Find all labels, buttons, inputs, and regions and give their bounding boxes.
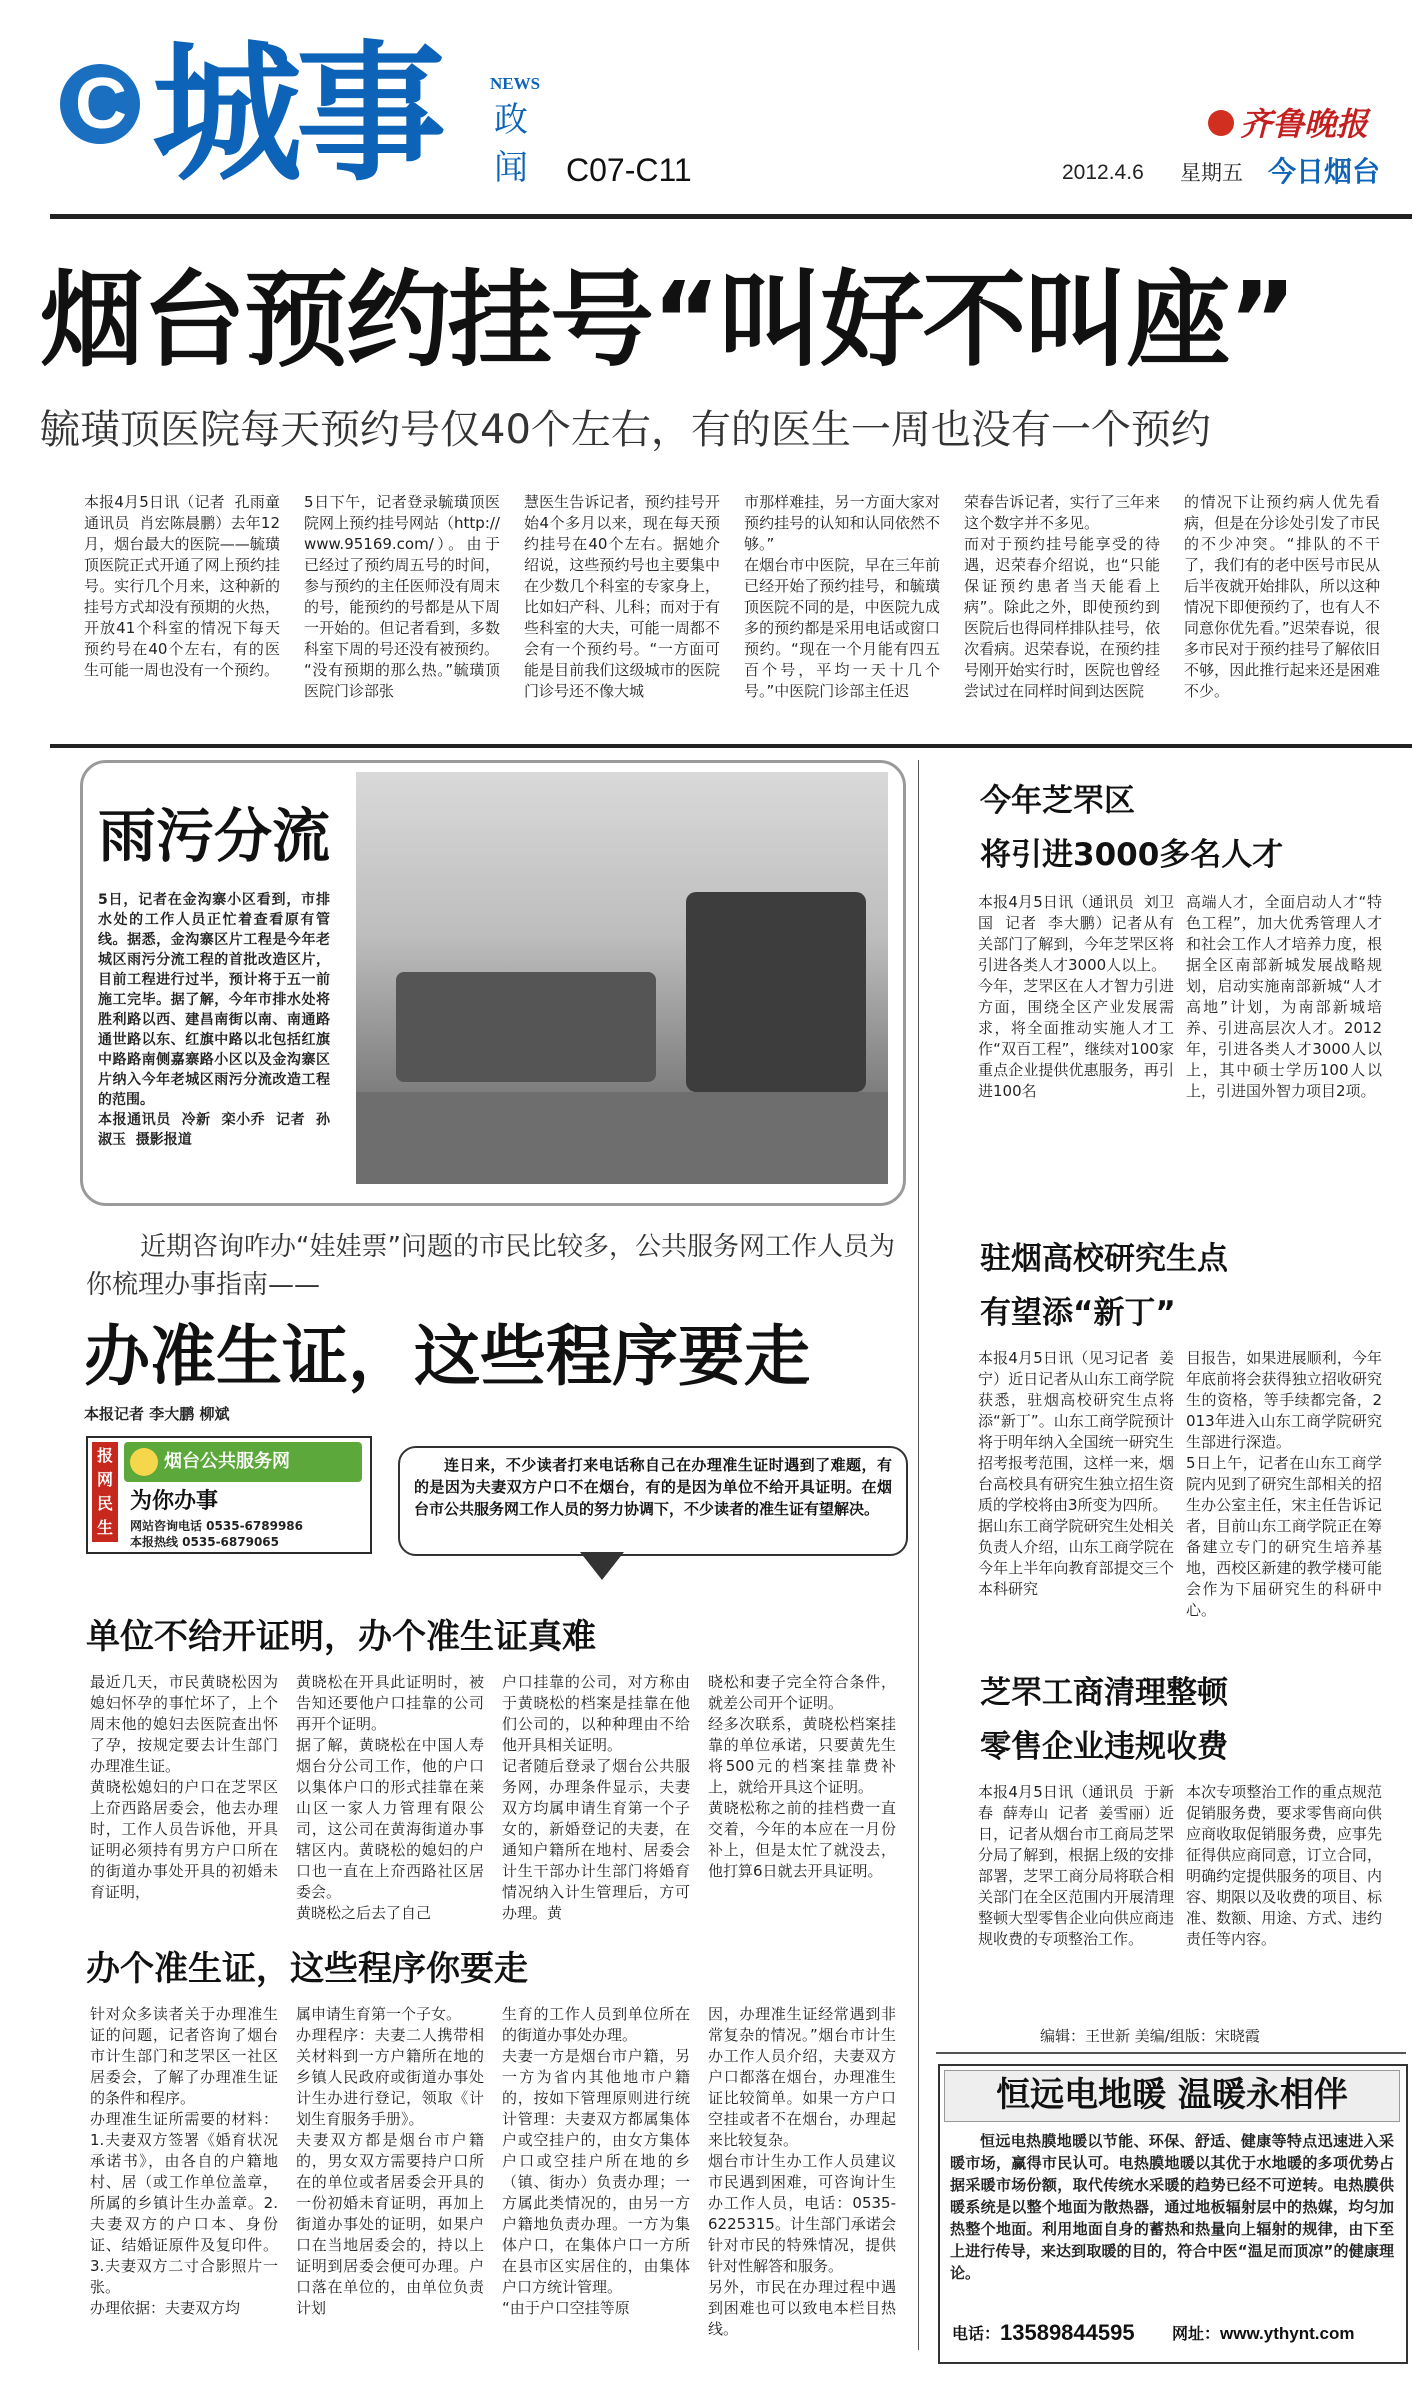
story2-title-1: 驻烟高校研究生点: [980, 1241, 1228, 1277]
lead-column-4: 市那样难挂，另一方面大家对预约挂号的认知和认同依然不够。” 在烟台市中医院，早在三年前已经开始了预约挂号，和毓璜顶医院不同的是，中医院九成多的预约都是采用电话或窗口预约。“现在一个月能有四五百个号，平均一天十几个号。”中医院门诊部主任迟: [744, 493, 940, 700]
story2-title-2: 有望添“新丁”: [980, 1295, 1176, 1331]
edition-name: 今日烟台: [1268, 155, 1381, 188]
sub2-column-4: 因，办理准生证经常遇到非常复杂的情况。”烟台市计生办工作人员介绍，夫妻双方户口都落在烟台，办理准生证比较简单。如果一方户口空挂或者不在烟台，办理起来比较复杂。 烟台市计生办工作人员建议市民遇到困难，可咨询计生办工作人员，电话：0535-6225315。计生部门承诺会针对市民的特殊情况，提供针对性解答和服务。 另外，市民在办理过程中遇到困难也可以致电本栏目热线。: [708, 2005, 896, 2338]
section-title: 城事: [152, 28, 441, 202]
story3-col-a: 本报4月5日讯（通讯员 于新春 薛寿山 记者 姜雪丽）近日，记者从烟台市工商局芝罘分局了解到，根据上级的安排部署，芝罘工商分局将联合相关部门在全区范围内开展清理整顿大型零售企业向供应商违规收费的专项整治工作。: [978, 1783, 1174, 1948]
ad-phone-label: 电话：: [952, 2324, 1001, 2343]
lead-bottom-rule: [50, 744, 1412, 748]
photo-excavator: [686, 892, 866, 1092]
lead-subhead: 毓璜顶医院每天预约号仅40个左右，有的医生一周也没有一个预约: [40, 407, 1211, 453]
callout-text: 连日来，不少读者打来电话称自己在办理准生证时遇到了难题，有的是因为夫妻双方户口不在烟台，有的是因为单位不给开具证明。在烟台市公共服务网工作人员的努力协调下，不少读者的准生证有望解决。: [414, 1456, 892, 1518]
lead-headline: 烟台预约挂号“叫好不叫座”: [40, 259, 1295, 381]
sub2-heading: 办个准生证，这些程序你要走: [86, 1949, 528, 1989]
section-logo-letter: C: [75, 64, 127, 144]
news-label-cn-1: 政: [494, 100, 528, 140]
story3-title-1: 芝罘工商清理整顿: [980, 1675, 1228, 1711]
ad-web: www.ythynt.com: [1220, 2324, 1355, 2343]
story3-title-2: 零售企业违规收费: [980, 1729, 1228, 1765]
sub2-column-1: 针对众多读者关于办理准生证的问题，记者咨询了烟台市计生部门和芝罘区一社区居委会，了解了办理准生证的条件和程序。 办理准生证所需要的材料：1.夫妻双方签署《婚育状况承诺书》，由各自的户籍地村、居（或工作单位盖章，所属的乡镇计生办盖章。2.夫妻双方的户口本、身份证、结婚证原件及复印件。3.夫妻双方二寸合影照片一张。 办理依据：夫妻双方均: [90, 2005, 278, 2317]
story1-title-1: 今年芝罘区: [980, 783, 1135, 819]
story1-col-a: 本报4月5日讯（通讯员 刘卫国 记者 李大鹏）记者从有关部门了解到，今年芝罘区将引进各类人才3000人以上。 今年，芝罘区在人才智力引进方面，围绕全区产业发展需求，将全面推动实施人才工作“双百工程”，继续对100家重点企业提供优惠服务，再引进100名: [978, 893, 1174, 1100]
service-badge-tag-text: 报网民生: [96, 1446, 113, 1537]
birth-byline: 本报记者 李大鹏 柳斌: [84, 1405, 230, 1423]
editors-credit: 编辑：王世新 美编/组版：宋晓霞: [1040, 2027, 1260, 2045]
masthead: [0, 0, 1417, 215]
sub1-column-4: 晓松和妻子完全符合条件，就差公司开个证明。 经多次联系，黄晓松档案挂靠的单位承诺，只要黄先生将500元的档案挂靠费补上，就给开具这个证明。 黄晓松称之前的挂档费一直交着，今年的本应在一月份补上，但是太忙了就没去，他打算6日就去开具证明。: [708, 1673, 896, 1880]
callout-bubble-tail: [580, 1552, 624, 1580]
lead-column-3: 慧医生告诉记者，预约挂号开始4个多月以来，现在每天预约挂号在40个左右。据她介绍说，这些预约号也主要集中在少数几个科室的专家身上，比如妇产科、儿科；而对于有些科室的大夫，可能一周都不会有一个预约号。“一方面可能是目前我们这级城市的医院门诊号还不像大城: [524, 493, 720, 700]
photo-ground: [356, 1092, 888, 1184]
sub1-column-2: 黄晓松在开具此证明时，被告知还要他户口挂靠的公司再开个证明。 据了解，黄晓松在中国人寿烟台分公司工作，他的户口以集体户口的形式挂靠在莱山区一家人力管理有限公司，这公司在黄海街道办事辖区内。黄晓松的媳妇的户口也一直在上夼西路社区居委会。 黄晓松之后去了自己: [296, 1673, 484, 1922]
lead-column-2: 5日下午，记者登录毓璜顶医院网上预约挂号网站（http://www.95169.com/）。由于已经过了预约周五号的时间，参与预约的主任医师没有周末的号，能预约的号都是从下周一开始的。但记者看到，多数科室下周的号还没有被预约。 “没有预期的那么热。”毓璜顶医院门诊部张: [304, 493, 500, 700]
sub2-column-3: 生育的工作人员到单位所在的街道办事处办理。 夫妻一方是烟台市户籍，另一方为省内其他地市户籍的，按如下管理原则进行统计管理：夫妻双方都属集体户或空挂户的，由女方集体户口或空挂户所在地的乡（镇、街办）负责办理；一方属此类情况的，由另一方户籍地负责办理。一方为集体户口，在集体户口一方所在县市区实居住的，由集体户口方统计管理。 “由于户口空挂等原: [502, 2005, 690, 2317]
sub1-column-3: 户口挂靠的公司，对方称由于黄晓松的档案是挂靠在他们公司的，以种种理由不给他开具相关证明。 记者随后登录了烟台公共服务网，办理条件显示，夫妻双方均属申请生育第一个子女的，新婚登记的夫妻，在通知户籍所在地村、居委会计生干部办计生部门将婚育情况纳入计生管理后，方可办理。黄: [502, 1673, 690, 1922]
news-label-en: NEWS: [490, 74, 541, 93]
birth-intro: 近期咨询咋办“娃娃票”问题的市民比较多，公共服务网工作人员为你梳理办事指南——: [86, 1232, 895, 1300]
masthead-rule: [50, 214, 1412, 219]
story2-col-b: 目报告，如果进展顺利，今年年底前将会获得独立招收研究生的资格，等手续都完备，2013年进入山东工商学院研究生部进行深造。 5日上午，记者在山东工商学院内见到了研究生部相关的招生办公室主任，宋主任告诉记者，目前山东工商学院正在筹备建立专门的研究生培养基地，西校区新建的教学楼可能会作为下届研究生的科研中心。: [1186, 1349, 1382, 1619]
service-site-name: 烟台公共服务网: [164, 1451, 290, 1472]
ad-web-label: 网址：: [1172, 2324, 1221, 2343]
rain-feature-photo: [356, 772, 888, 1184]
sub1-column-1: 最近几天，市民黄晓松因为媳妇怀孕的事忙坏了，上个周末他的媳妇去医院查出怀了孕，按规定要去计生部门办理准生证。 黄晓松媳妇的户口在芝罘区上夼西路居委会，他去办理时，工作人员告诉他，开具证明必须持有男方户口所在的街道办事处开具的初婚未育证明，: [90, 1673, 278, 1901]
service-phone-hot: 本报热线 0535-6879065: [130, 1535, 280, 1549]
story2-col-a: 本报4月5日讯（见习记者 姜宁）近日记者从山东工商学院获悉，驻烟高校研究生点将添“新丁”。山东工商学院预计将于明年纳入全国统一研究生招考报考范围，这样一来，烟台高校具有研究生独立招生资质的学校将由3所变为四所。 据山东工商学院研究生处相关负责人介绍，山东工商学院在今年上半年向教育部提交三个本科研究: [978, 1349, 1174, 1598]
paper-name: 齐鲁晚报: [1240, 105, 1369, 143]
service-site-logo-icon: [130, 1448, 158, 1476]
story1-col-b: 高端人才，全面启动人才“特色工程”，加大优秀管理人才和社会工作人才培养力度，根据全区南部新城发展战略规划，启动实施南部新城“人才高地”计划，为南部新城培养、引进高层次人才。2012年，引进各类人才3000人以上，其中硕士学历100人以上，引进国外智力项目2项。: [1186, 893, 1382, 1100]
lead-column-1: 本报4月5日讯（记者 孔雨童 通讯员 肖宏陈晨鹏）去年12月，烟台最大的医院——毓璜顶医院正式开通了网上预约挂号。实行几个月来，这种新的挂号方式却没有预期的火热，开放41个科室的情况下每天预约号在40个左右，有的医生可能一周也没有一个预约。: [84, 493, 290, 679]
lead-column-5: 荣春告诉记者，实行了三年来这个数字并不多见。 而对于预约挂号能享受的待遇，迟荣春介绍说，也“只能保证预约患者当天能看上病”。除此之外，即使预约到医院后也得同样排队挂号，依次看病。迟荣春说，在预约挂号刚开始实行时，医院也曾经尝试过在同样时间到达医院: [964, 493, 1160, 700]
service-phone-web: 网站咨询电话 0535-6789986: [130, 1519, 304, 1533]
birth-headline: 办准生证，这些程序要走: [84, 1318, 810, 1395]
page-range: C07-C11: [566, 152, 692, 188]
issue-date: 2012.4.6: [1062, 161, 1144, 184]
ad-body: 恒远电热膜地暖以节能、环保、舒适、健康等特点迅速进入采暖市场，赢得市民认可。电热膜地暖以其优于水地暖的多项优势占据采暖市场份额，取代传统水采暖的趋势已经不可逆转。电热膜供暖系统是以整个地面为散热器，通过地板辐射层中的热媒，均匀加热整个地面。利用地面自身的蓄热和热量向上辐射的规律，由下至上进行传导，来达到取暖的目的，符合中医“温足而顶凉”的健康理论。: [950, 2132, 1394, 2282]
issue-weekday: 星期五: [1180, 161, 1243, 185]
photo-workers: [396, 972, 656, 1082]
sub1-heading: 单位不给开证明，办个准生证真难: [86, 1617, 596, 1657]
story3-col-b: 本次专项整治工作的重点规范促销服务费，要求零售商向供应商收取促销服务费，应事先征得供应商同意，订立合同，明确约定提供服务的项目、内容、期限以及收费的项目、标准、数额、用途、方式、违约责任等内容。: [1186, 1783, 1382, 1948]
editors-rule: [936, 2052, 1406, 2054]
vertical-divider: [918, 760, 919, 2350]
news-label-cn-2: 闻: [494, 148, 528, 188]
story1-title-2: 将引进3000多名人才: [980, 837, 1284, 873]
paper-logo-icon: [1208, 110, 1234, 136]
ad-title: 恒远电地暖 温暖永相伴: [996, 2075, 1348, 2115]
rain-feature-body: 5日，记者在金沟寨小区看到，市排水处的工作人员正忙着查看原有管线。据悉，金沟寨区片工程是今年老城区雨污分流工程的首批改造区片，目前工程进行过半，预计将于五一前施工完毕。据了解，今年市排水处将胜利路以西、建昌南街以南、南通路通世路以东、红旗中路以北包括红旗中路路南侧嘉寨路小区以及金沟寨区片纳入今年老城区雨污分流改造工程的范围。 本报通讯员 冷新 栾小乔 记者 孙淑玉 摄影报道: [98, 892, 330, 1148]
lead-column-6: 的情况下让预约病人优先看病，但是在分诊处引发了市民的不少冲突。“排队的不干了，我们有的老中医号市民从后半夜就开始排队，所以这种情况下即便预约了，也有人不同意你优先看。”迟荣春说，很多市民对于预约挂号了解依旧不够，因此推行起来还是困难不少。: [1184, 493, 1380, 700]
rain-feature-title: 雨污分流: [98, 802, 331, 870]
ad-phone: 13589844595: [1000, 2320, 1135, 2345]
sub2-column-2: 属申请生育第一个子女。 办理程序：夫妻二人携带相关材料到一方户籍所在地的乡镇人民政府或街道办事处计生办进行登记，领取《计划生育服务手册》。 夫妻双方都是烟台市户籍的，男女双方需要持户口所在的单位或者居委会开具的一份初婚未育证明，再加上街道办事处的证明，如果户口在当地居委会的，持以上证明到居委会便可办理。户口落在单位的，由单位负责计划: [296, 2005, 484, 2317]
service-slogan: 为你办事: [130, 1489, 219, 1514]
